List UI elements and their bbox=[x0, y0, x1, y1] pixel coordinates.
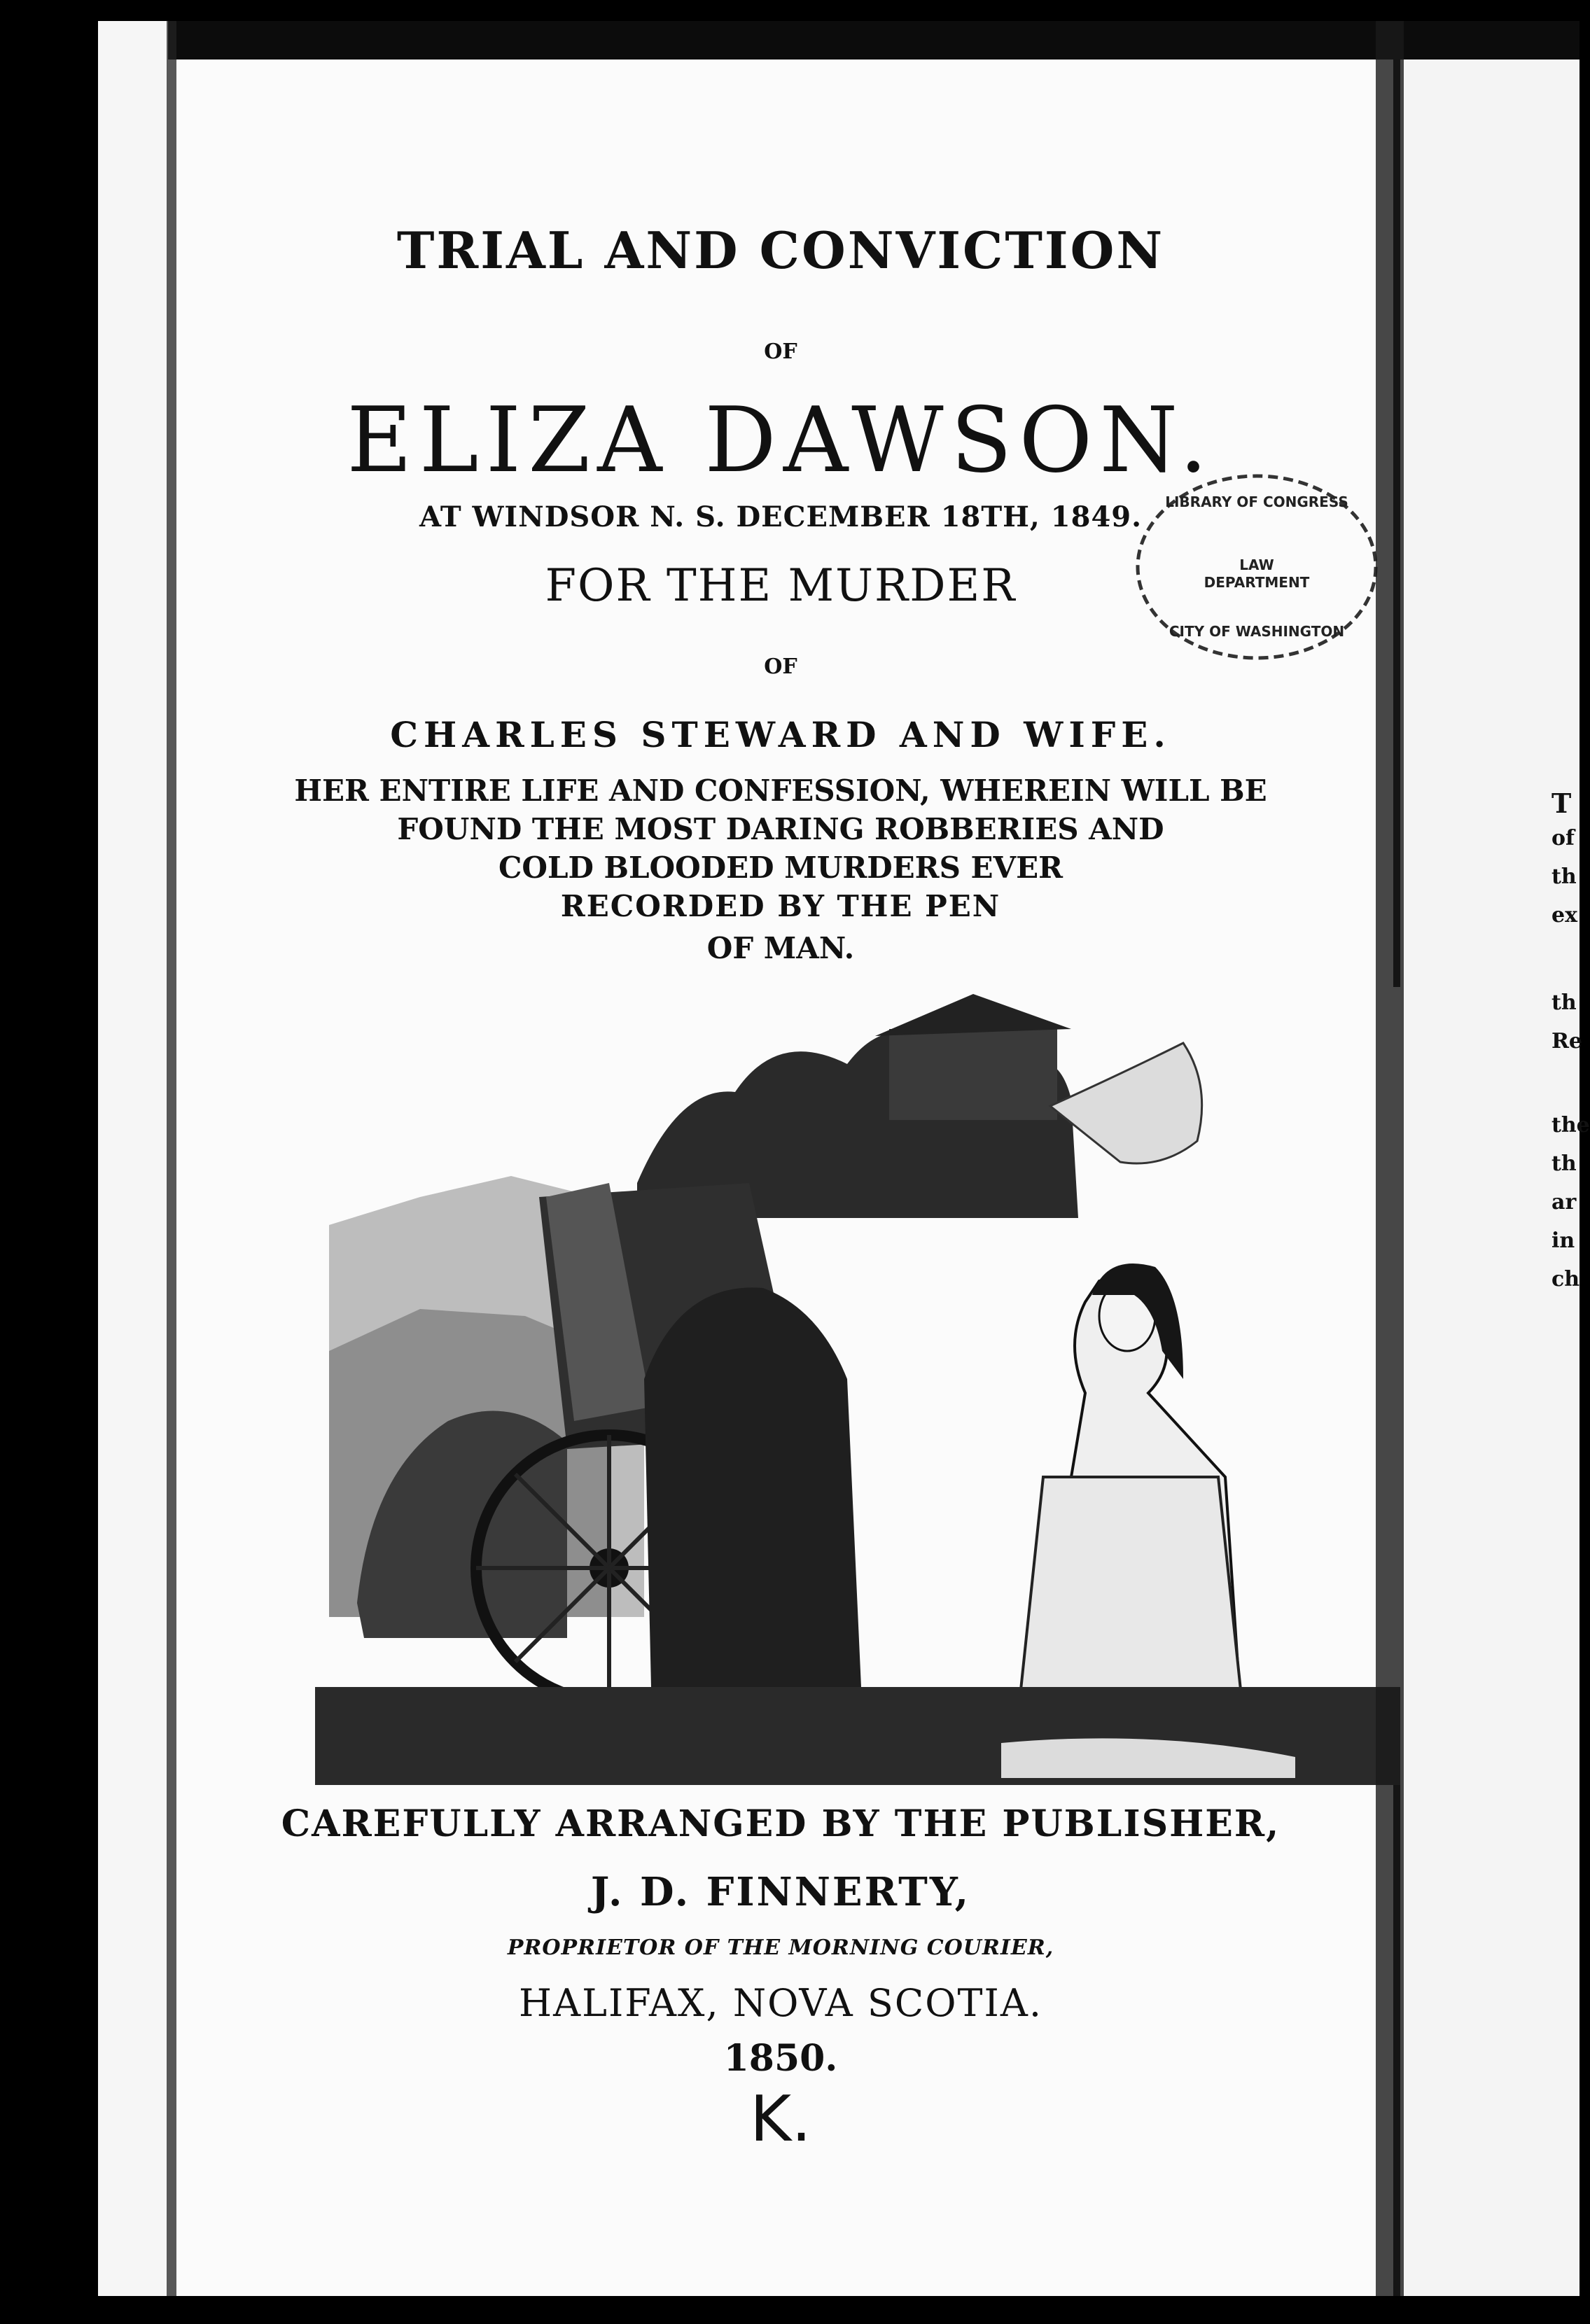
location-date: AT WINDSOR N. S. DECEMBER 18TH, 1849. bbox=[419, 500, 1143, 533]
description-line-4: RECORDED BY THE PEN bbox=[560, 889, 1001, 923]
library-stamp bbox=[1124, 451, 1390, 682]
facing-fragment: ex bbox=[1551, 903, 1577, 927]
stamp-line-2: LAW bbox=[1239, 556, 1274, 573]
description-line-1: HER ENTIRE LIFE AND CONFESSION, WHEREIN WILL BE bbox=[294, 774, 1267, 808]
facing-fragment: ch bbox=[1551, 1267, 1580, 1292]
for-the-murder: FOR THE MURDER bbox=[545, 560, 1017, 612]
publisher-name: J. D. FINNERTY, bbox=[590, 1869, 971, 1915]
proprietor-line: PROPRIETOR OF THE MORNING COURIER, bbox=[507, 1935, 1054, 1960]
facing-fragment: th bbox=[1551, 1152, 1577, 1176]
title-page bbox=[168, 21, 1393, 2296]
description-line-3: COLD BLOODED MURDERS EVER bbox=[498, 850, 1064, 885]
facing-fragment: th bbox=[1551, 990, 1577, 1015]
facing-fragment: T bbox=[1551, 788, 1572, 819]
handwritten-mark: K. bbox=[750, 2082, 811, 2156]
description-line-5: OF MAN. bbox=[706, 931, 855, 965]
of-connector-1: OF bbox=[764, 340, 797, 364]
publication-year: 1850. bbox=[723, 2037, 838, 2080]
facing-fragment: ar bbox=[1551, 1190, 1577, 1214]
description-line-2: FOUND THE MOST DARING ROBBERIES AND bbox=[397, 812, 1164, 846]
stamp-line-4: CITY OF WASHINGTON bbox=[1169, 623, 1345, 640]
facing-fragment: the bbox=[1551, 1113, 1590, 1138]
publication-city: HALIFAX, NOVA SCOTIA. bbox=[519, 1981, 1042, 2025]
left-margin bbox=[98, 21, 168, 2296]
of-connector-2: OF bbox=[764, 654, 797, 679]
arranged-by: CAREFULLY ARRANGED BY THE PUBLISHER, bbox=[281, 1802, 1281, 1845]
stamp-line-1: LIBRARY OF CONGRESS bbox=[1165, 493, 1348, 510]
scan-top-border bbox=[168, 21, 1579, 59]
title-line-1: TRIAL AND CONVICTION bbox=[396, 220, 1165, 280]
stamp-line-3: DEPARTMENT bbox=[1204, 574, 1310, 591]
facing-page bbox=[1400, 21, 1590, 2296]
facing-fragment: in bbox=[1551, 1228, 1575, 1253]
main-title-name: ELIZA DAWSON. bbox=[347, 388, 1215, 493]
engraving-illustration bbox=[315, 987, 1421, 1785]
facing-fragment: th bbox=[1551, 864, 1577, 889]
book-gutter-shadow bbox=[1376, 21, 1404, 2296]
victims-line: CHARLES STEWARD AND WIFE. bbox=[390, 714, 1171, 755]
page-left-edge-shadow bbox=[167, 21, 176, 2296]
facing-fragment: Re bbox=[1551, 1029, 1583, 1054]
facing-fragment: of bbox=[1551, 826, 1575, 850]
